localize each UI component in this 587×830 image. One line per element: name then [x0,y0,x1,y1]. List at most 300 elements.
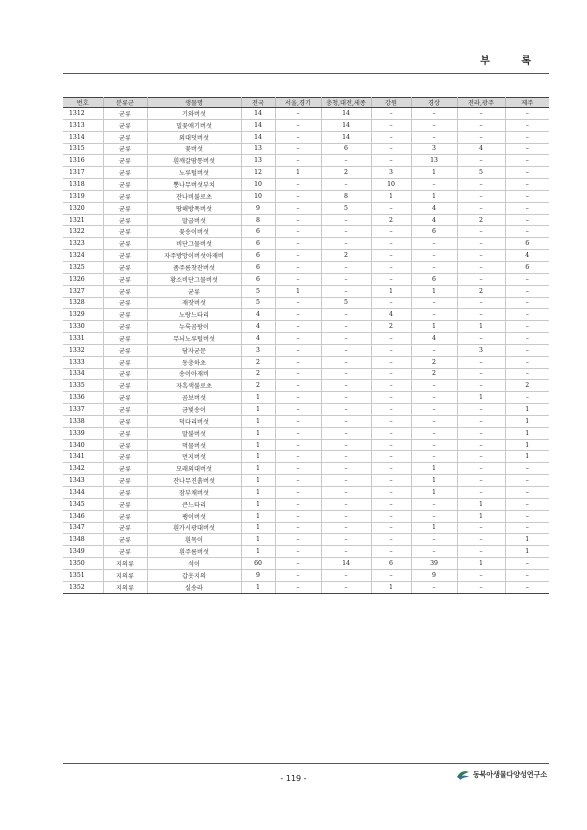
cell-number: 1341 [63,451,103,463]
cell-national: 3 [241,344,275,356]
cell-chungcheong: – [321,368,371,380]
table-row [63,285,549,297]
cell-national: 14 [241,119,275,131]
cell-jeju: 6 [505,261,549,273]
species-table-container [63,97,549,594]
cell-seoul-gyeonggi: – [275,321,321,333]
table-row [63,226,549,238]
cell-number: 1329 [63,309,103,321]
cell-jeolla: 1 [457,392,505,404]
cell-chungcheong: – [321,226,371,238]
table-row [63,451,549,463]
cell-species: 팽이버섯 [147,510,241,522]
cell-jeolla: – [457,439,505,451]
cell-number: 1348 [63,534,103,546]
cell-chungcheong: – [321,534,371,546]
cell-gyeongsang: 4 [411,333,457,345]
cell-gyeongsang: 6 [411,273,457,285]
cell-national: 2 [241,356,275,368]
cell-species: 흰목이 [147,534,241,546]
cell-jeju: – [505,498,549,510]
table-row [63,546,549,558]
cell-jeolla: – [457,333,505,345]
table-row [63,487,549,499]
org-name: 동북아생물다양성연구소 [472,770,547,779]
cell-seoul-gyeonggi: – [275,190,321,202]
cell-jeju: – [505,214,549,226]
cell-chungcheong: – [321,333,371,345]
table-row [63,167,549,179]
cell-gangwon: – [371,344,411,356]
cell-number: 1313 [63,119,103,131]
cell-jeolla: 2 [457,214,505,226]
cell-chungcheong: – [321,546,371,558]
cell-species: 실송라 [147,581,241,593]
cell-gyeongsang: 1 [411,321,457,333]
cell-national: 4 [241,321,275,333]
cell-chungcheong: – [321,569,371,581]
cell-gyeongsang: – [411,451,457,463]
cell-jeolla: – [457,569,505,581]
cell-seoul-gyeonggi: – [275,451,321,463]
table-row [63,119,549,131]
table-row [63,250,549,262]
cell-species: 기와버섯 [147,108,241,120]
cell-seoul-gyeonggi: – [275,427,321,439]
table-row [63,202,549,214]
species-distribution-table [63,97,549,594]
cell-jeju: – [505,143,549,155]
cell-seoul-gyeonggi: – [275,155,321,167]
cell-gangwon: – [371,238,411,250]
table-row [63,498,549,510]
cell-gangwon: 1 [371,285,411,297]
cell-national: 1 [241,463,275,475]
cell-jeolla: – [457,238,505,250]
cell-number: 1350 [63,558,103,570]
cell-gyeongsang: – [411,534,457,546]
cell-jeju: – [505,333,549,345]
cell-number: 1352 [63,581,103,593]
cell-gangwon: – [371,392,411,404]
cell-chungcheong: 2 [321,250,371,262]
cell-seoul-gyeonggi: – [275,546,321,558]
cell-gangwon: 6 [371,558,411,570]
cell-gangwon: 1 [371,581,411,593]
cell-species: 흰주름버섯 [147,546,241,558]
cell-chungcheong: – [321,285,371,297]
cell-number: 1344 [63,487,103,499]
cell-seoul-gyeonggi: – [275,309,321,321]
cell-species: 잠부채버섯 [147,487,241,499]
cell-species: 노루털버섯 [147,167,241,179]
cell-seoul-gyeonggi: – [275,475,321,487]
cell-gyeongsang: 1 [411,487,457,499]
cell-gyeongsang: 1 [411,167,457,179]
cell-jeju: – [505,273,549,285]
cell-gyeongsang: – [411,404,457,416]
cell-taxon: 균류 [103,368,147,380]
cell-number: 1339 [63,427,103,439]
cell-taxon: 균류 [103,190,147,202]
cell-gangwon: – [371,143,411,155]
cell-number: 1320 [63,202,103,214]
cell-jeolla: 5 [457,167,505,179]
cell-species: 먹물버섯 [147,439,241,451]
table-row [63,321,549,333]
cell-taxon: 균류 [103,273,147,285]
cell-national: 1 [241,415,275,427]
cell-national: 1 [241,522,275,534]
cell-gyeongsang: 2 [411,368,457,380]
cell-chungcheong: – [321,356,371,368]
cell-gyeongsang: – [411,250,457,262]
cell-national: 2 [241,368,275,380]
table-row [63,380,549,392]
cell-gyeongsang: – [411,119,457,131]
cell-gangwon: – [371,546,411,558]
cell-species: 흰가시광대버섯 [147,522,241,534]
cell-number: 1326 [63,273,103,285]
table-row [63,475,549,487]
page-section-title: 부 록 [480,56,545,67]
cell-taxon: 균류 [103,297,147,309]
cell-chungcheong: – [321,273,371,285]
cell-gyeongsang: – [411,439,457,451]
cell-jeolla: – [457,427,505,439]
cell-chungcheong: 5 [321,202,371,214]
cell-national: 1 [241,510,275,522]
cell-seoul-gyeonggi: – [275,344,321,356]
table-row [63,427,549,439]
cell-jeolla: 1 [457,558,505,570]
cell-national: 1 [241,546,275,558]
cell-gyeongsang: – [411,261,457,273]
cell-seoul-gyeonggi: – [275,522,321,534]
cell-taxon: 균류 [103,427,147,439]
cell-gyeongsang: – [411,309,457,321]
cell-number: 1328 [63,297,103,309]
cell-seoul-gyeonggi: – [275,569,321,581]
cell-jeju: 1 [505,404,549,416]
cell-number: 1323 [63,238,103,250]
cell-gyeongsang: 13 [411,155,457,167]
cell-number: 1332 [63,344,103,356]
cell-number: 1318 [63,179,103,191]
table-row [63,297,549,309]
table-row [63,179,549,191]
cell-jeolla: 2 [457,285,505,297]
cell-gangwon: – [371,427,411,439]
cell-chungcheong: – [321,380,371,392]
cell-gangwon: – [371,356,411,368]
cell-jeju: – [505,558,549,570]
cell-jeolla: 1 [457,510,505,522]
cell-national: 1 [241,475,275,487]
cell-number: 1336 [63,392,103,404]
cell-taxon: 균류 [103,108,147,120]
cell-national: 4 [241,333,275,345]
cell-species: 황소비단그물버섯 [147,273,241,285]
cell-national: 4 [241,309,275,321]
cell-chungcheong: 6 [321,143,371,155]
cell-seoul-gyeonggi: – [275,463,321,475]
cell-taxon: 균류 [103,250,147,262]
col-header-taxon: 분류군 [103,98,147,108]
cell-gangwon: – [371,226,411,238]
cell-taxon: 균류 [103,439,147,451]
cell-jeju: – [505,190,549,202]
cell-taxon: 균류 [103,214,147,226]
cell-gangwon: – [371,108,411,120]
cell-seoul-gyeonggi: – [275,214,321,226]
cell-jeolla: – [457,487,505,499]
cell-gyeongsang: – [411,546,457,558]
cell-gyeongsang: 6 [411,226,457,238]
cell-species: 꽃버섯 [147,143,241,155]
cell-species: 말굽버섯 [147,214,241,226]
cell-national: 9 [241,202,275,214]
cell-taxon: 균류 [103,487,147,499]
table-row [63,581,549,593]
table-row [63,368,549,380]
cell-number: 1340 [63,439,103,451]
cell-jeolla: – [457,131,505,143]
cell-national: 14 [241,131,275,143]
cell-gangwon: – [371,463,411,475]
cell-seoul-gyeonggi: – [275,510,321,522]
cell-taxon: 균류 [103,143,147,155]
cell-species: 땅해방폭버섯 [147,202,241,214]
cell-national: 5 [241,285,275,297]
cell-taxon: 균류 [103,534,147,546]
cell-jeolla: – [457,415,505,427]
cell-jeju: – [505,226,549,238]
cell-jeju: – [505,392,549,404]
cell-national: 1 [241,427,275,439]
cell-number: 1330 [63,321,103,333]
cell-taxon: 지의류 [103,569,147,581]
cell-chungcheong: – [321,415,371,427]
cell-gangwon: – [371,368,411,380]
cell-seoul-gyeonggi: – [275,404,321,416]
cell-jeju: 2 [505,380,549,392]
cell-jeolla: 1 [457,321,505,333]
table-row [63,439,549,451]
cell-jeju: – [505,344,549,356]
cell-chungcheong: – [321,439,371,451]
cell-taxon: 균류 [103,167,147,179]
cell-chungcheong: – [321,344,371,356]
cell-gangwon: – [371,131,411,143]
col-header-jeolla: 전라,광주 [457,98,505,108]
cell-jeju: – [505,475,549,487]
table-row [63,190,549,202]
table-row [63,273,549,285]
cell-chungcheong: – [321,261,371,273]
cell-national: 60 [241,558,275,570]
cell-jeju: – [505,155,549,167]
cell-gyeongsang: 3 [411,143,457,155]
cell-gangwon: – [371,333,411,345]
cell-jeju: – [505,202,549,214]
cell-seoul-gyeonggi: – [275,487,321,499]
cell-gangwon: 10 [371,179,411,191]
cell-species: 덕다리버섯 [147,415,241,427]
cell-seoul-gyeonggi: – [275,131,321,143]
cell-national: 8 [241,214,275,226]
cell-species: 먼지버섯 [147,451,241,463]
cell-chungcheong: – [321,321,371,333]
cell-jeju: – [505,309,549,321]
cell-jeju: – [505,131,549,143]
table-row [63,356,549,368]
cell-jeju: 1 [505,439,549,451]
cell-seoul-gyeonggi: – [275,108,321,120]
col-header-number: 번호 [63,98,103,108]
cell-gangwon: – [371,297,411,309]
cell-number: 1324 [63,250,103,262]
cell-chungcheong: – [321,581,371,593]
cell-species: 모래외대버섯 [147,463,241,475]
table-row [63,131,549,143]
cell-gangwon: – [371,510,411,522]
table-row [63,569,549,581]
cell-jeju: – [505,321,549,333]
cell-jeju: 1 [505,546,549,558]
cell-species: 송이아재비 [147,368,241,380]
cell-jeolla: – [457,534,505,546]
cell-species: 갑옷지의 [147,569,241,581]
cell-gyeongsang: 1 [411,190,457,202]
cell-jeolla: – [457,309,505,321]
cell-chungcheong: 5 [321,297,371,309]
cell-gyeongsang: – [411,108,457,120]
cell-number: 1315 [63,143,103,155]
cell-gangwon: – [371,475,411,487]
cell-chungcheong: – [321,498,371,510]
cell-species: 곰보버섯 [147,392,241,404]
cell-number: 1338 [63,415,103,427]
cell-number: 1317 [63,167,103,179]
cell-gangwon: – [371,273,411,285]
cell-chungcheong: 14 [321,131,371,143]
cell-national: 1 [241,498,275,510]
cell-jeolla: – [457,261,505,273]
cell-taxon: 균류 [103,285,147,297]
cell-taxon: 지의류 [103,558,147,570]
cell-chungcheong: – [321,475,371,487]
cell-chungcheong: – [321,214,371,226]
cell-gyeongsang: – [411,427,457,439]
cell-taxon: 균류 [103,380,147,392]
cell-species: 꽃송이버섯 [147,226,241,238]
cell-number: 1342 [63,463,103,475]
cell-gangwon: 2 [371,214,411,226]
cell-jeju: – [505,569,549,581]
cell-gangwon: – [371,415,411,427]
cell-number: 1316 [63,155,103,167]
cell-jeolla: 1 [457,498,505,510]
cell-national: 6 [241,238,275,250]
cell-jeolla: – [457,273,505,285]
cell-number: 1334 [63,368,103,380]
bird-leaf-logo-icon [456,770,470,780]
cell-taxon: 균류 [103,498,147,510]
cell-jeju: – [505,179,549,191]
cell-seoul-gyeonggi: 1 [275,167,321,179]
cell-number: 1319 [63,190,103,202]
cell-national: 10 [241,190,275,202]
col-header-gyeongsang: 경상 [411,98,457,108]
table-row [63,392,549,404]
cell-jeju: – [505,522,549,534]
col-header-jeju: 제주 [505,98,549,108]
cell-taxon: 균류 [103,451,147,463]
cell-chungcheong: 8 [321,190,371,202]
cell-taxon: 균류 [103,333,147,345]
cell-seoul-gyeonggi: – [275,356,321,368]
header-divider [63,73,549,74]
cell-jeolla: 4 [457,143,505,155]
cell-gyeongsang: 4 [411,214,457,226]
table-row [63,214,549,226]
cell-gyeongsang: 4 [411,202,457,214]
cell-gyeongsang: 39 [411,558,457,570]
table-row [63,404,549,416]
cell-chungcheong: – [321,451,371,463]
cell-gyeongsang: – [411,179,457,191]
cell-seoul-gyeonggi: – [275,119,321,131]
cell-national: 12 [241,167,275,179]
cell-jeju: 1 [505,534,549,546]
cell-chungcheong: – [321,404,371,416]
cell-seoul-gyeonggi: 1 [275,285,321,297]
col-header-chungcheong: 충청,대전,세종 [321,98,371,108]
cell-chungcheong: – [321,427,371,439]
cell-seoul-gyeonggi: – [275,202,321,214]
cell-number: 1325 [63,261,103,273]
cell-gangwon: – [371,534,411,546]
cell-national: 1 [241,487,275,499]
cell-chungcheong: 2 [321,167,371,179]
cell-chungcheong: 14 [321,108,371,120]
cell-taxon: 균류 [103,226,147,238]
table-row [63,143,549,155]
cell-national: 1 [241,404,275,416]
cell-jeju: – [505,356,549,368]
cell-national: 1 [241,581,275,593]
cell-species: 무늬노루털버섯 [147,333,241,345]
cell-chungcheong: – [321,309,371,321]
cell-jeju: – [505,368,549,380]
cell-jeolla: – [457,155,505,167]
cell-jeolla: – [457,380,505,392]
cell-jeju: – [505,581,549,593]
cell-number: 1345 [63,498,103,510]
cell-species: 잔나무진흙버섯 [147,475,241,487]
cell-species: 자주방망이버섯아재비 [147,250,241,262]
cell-number: 1351 [63,569,103,581]
cell-gyeongsang: – [411,238,457,250]
cell-number: 1346 [63,510,103,522]
cell-species: 석이 [147,558,241,570]
cell-chungcheong: – [321,392,371,404]
cell-gangwon: – [371,404,411,416]
table-body [63,108,549,594]
cell-jeju: – [505,463,549,475]
cell-taxon: 균류 [103,179,147,191]
